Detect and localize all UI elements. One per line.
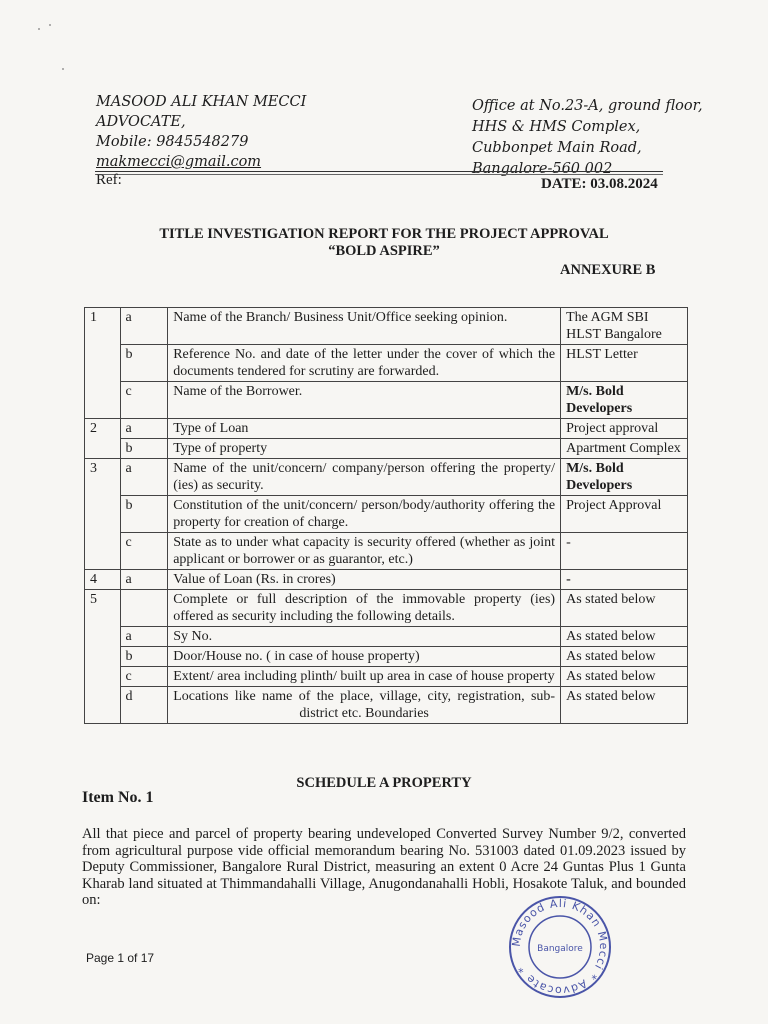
- row-description: Complete or full description of the immovable property (ies) offered as security including the following details.: [168, 590, 561, 627]
- row-sub-label: a: [120, 627, 168, 647]
- row-sub-label: c: [120, 667, 168, 687]
- advocate-seal-stamp: [506, 893, 614, 1001]
- row-value: HLST Letter: [561, 345, 688, 382]
- row-sub-label: a: [120, 419, 168, 439]
- row-number: 3: [85, 459, 121, 570]
- schedule-heading: SCHEDULE A PROPERTY: [296, 775, 472, 791]
- opinion-table: [84, 307, 688, 724]
- row-description: Locations like name of the place, village, city, registration, sub-district etc. Boundaries: [168, 687, 561, 724]
- report-title: TITLE INVESTIGATION REPORT FOR THE PROJECT APPROVAL: [159, 226, 609, 242]
- advocate-name: MASOOD ALI KHAN MECCI: [96, 94, 307, 110]
- row-sub-label: b: [120, 496, 168, 533]
- row-sub-label: b: [120, 345, 168, 382]
- row-description: Type of property: [168, 439, 561, 459]
- row-sub-label: c: [120, 533, 168, 570]
- row-value: M/s. Bold Developers: [561, 382, 688, 419]
- table-row: [85, 667, 688, 687]
- row-sub-label: b: [120, 647, 168, 667]
- mobile-number: Mobile: 9845548279: [96, 134, 249, 150]
- row-value: As stated below: [561, 647, 688, 667]
- letterhead-left: [96, 92, 306, 172]
- office-address-line4: Bangalore-560 002: [472, 161, 613, 177]
- scan-speck: [62, 68, 64, 70]
- row-description: Reference No. and date of the letter under the cover of which the documents tendered for scrutiny are forwarded.: [168, 345, 561, 382]
- row-description: Door/House no. ( in case of house property): [168, 647, 561, 667]
- row-description: Sy No.: [168, 627, 561, 647]
- row-sub-label: [120, 590, 168, 627]
- table-row: [85, 647, 688, 667]
- office-address-line2: HHS & HMS Complex,: [472, 119, 641, 135]
- table-row: [85, 687, 688, 724]
- table-row: [85, 590, 688, 627]
- row-description: Constitution of the unit/concern/ person/body/authority offering the property for creation of charge.: [168, 496, 561, 533]
- svg-text:Bangalore: Bangalore: [537, 944, 583, 954]
- table-row: [85, 439, 688, 459]
- row-sub-label: a: [120, 570, 168, 590]
- letterhead-divider-thin: [95, 174, 663, 175]
- row-sub-label: a: [120, 459, 168, 496]
- row-sub-label: b: [120, 439, 168, 459]
- report-date: DATE: 03.08.2024: [541, 176, 658, 192]
- row-description: Name of the Branch/ Business Unit/Office seeking opinion.: [168, 308, 561, 345]
- row-number: 4: [85, 570, 121, 590]
- office-address-line1: Office at No.23-A, ground floor,: [472, 98, 703, 114]
- table-row: [85, 308, 688, 345]
- letterhead-right: [472, 96, 703, 180]
- row-value: As stated below: [561, 627, 688, 647]
- table-row: [85, 419, 688, 439]
- row-description: State as to under what capacity is security offered (whether as joint applicant or borrower or as guarantor, etc.): [168, 533, 561, 570]
- item-number: Item No. 1: [82, 789, 154, 806]
- page-number: Page 1 of 17: [86, 951, 155, 965]
- table-row: [85, 570, 688, 590]
- table-row: [85, 459, 688, 496]
- row-description: Type of Loan: [168, 419, 561, 439]
- svg-text:Masood Ali Khan Mecci * Advoca: Masood Ali Khan Mecci * Advocate *: [509, 896, 611, 998]
- row-sub-label: a: [120, 308, 168, 345]
- row-value: Project Approval: [561, 496, 688, 533]
- scan-speck: [38, 28, 40, 30]
- annexure-label: ANNEXURE B: [560, 262, 656, 278]
- row-number: 5: [85, 590, 121, 724]
- row-number: 1: [85, 308, 121, 419]
- row-value: M/s. Bold Developers: [561, 459, 688, 496]
- row-value: As stated below: [561, 590, 688, 627]
- table-row: [85, 345, 688, 382]
- table-row: [85, 496, 688, 533]
- row-description: Name of the unit/concern/ company/person offering the property/ (ies) as security.: [168, 459, 561, 496]
- row-value: Apartment Complex: [561, 439, 688, 459]
- scan-speck: [49, 24, 51, 26]
- row-description: Name of the Borrower.: [168, 382, 561, 419]
- row-value: As stated below: [561, 687, 688, 724]
- row-sub-label: d: [120, 687, 168, 724]
- project-name: “BOLD ASPIRE”: [328, 243, 440, 259]
- row-description: Value of Loan (Rs. in crores): [168, 570, 561, 590]
- reference-label: Ref:: [96, 172, 122, 188]
- advocate-title: ADVOCATE,: [96, 114, 186, 130]
- row-value: The AGM SBI HLST Bangalore: [561, 308, 688, 345]
- property-description: All that piece and parcel of property bearing undeveloped Converted Survey Number 9/2, converted from agricultural purpose vide official memorandum bearing No. 531003 dated 01.09.2023 issued by Deputy Commissioner, Bangalore Rural District, measuring an extent 0 Acre 24 Guntas Plus 1 Gunta Kharab land situated at Thimmandahalli Village, Anugondanahalli Hobli, Hosakote Taluk, and bounded on:: [82, 826, 686, 908]
- table-row: [85, 627, 688, 647]
- row-value: As stated below: [561, 667, 688, 687]
- office-address-line3: Cubbonpet Main Road,: [472, 140, 642, 156]
- row-sub-label: c: [120, 382, 168, 419]
- row-value: -: [561, 533, 688, 570]
- row-description: Extent/ area including plinth/ built up area in case of house property: [168, 667, 561, 687]
- row-number: 2: [85, 419, 121, 459]
- table-row: [85, 382, 688, 419]
- row-value: Project approval: [561, 419, 688, 439]
- table-row: [85, 533, 688, 570]
- email-address[interactable]: makmecci@gmail.com: [96, 154, 262, 170]
- row-value: -: [561, 570, 688, 590]
- letterhead-divider: [95, 171, 663, 172]
